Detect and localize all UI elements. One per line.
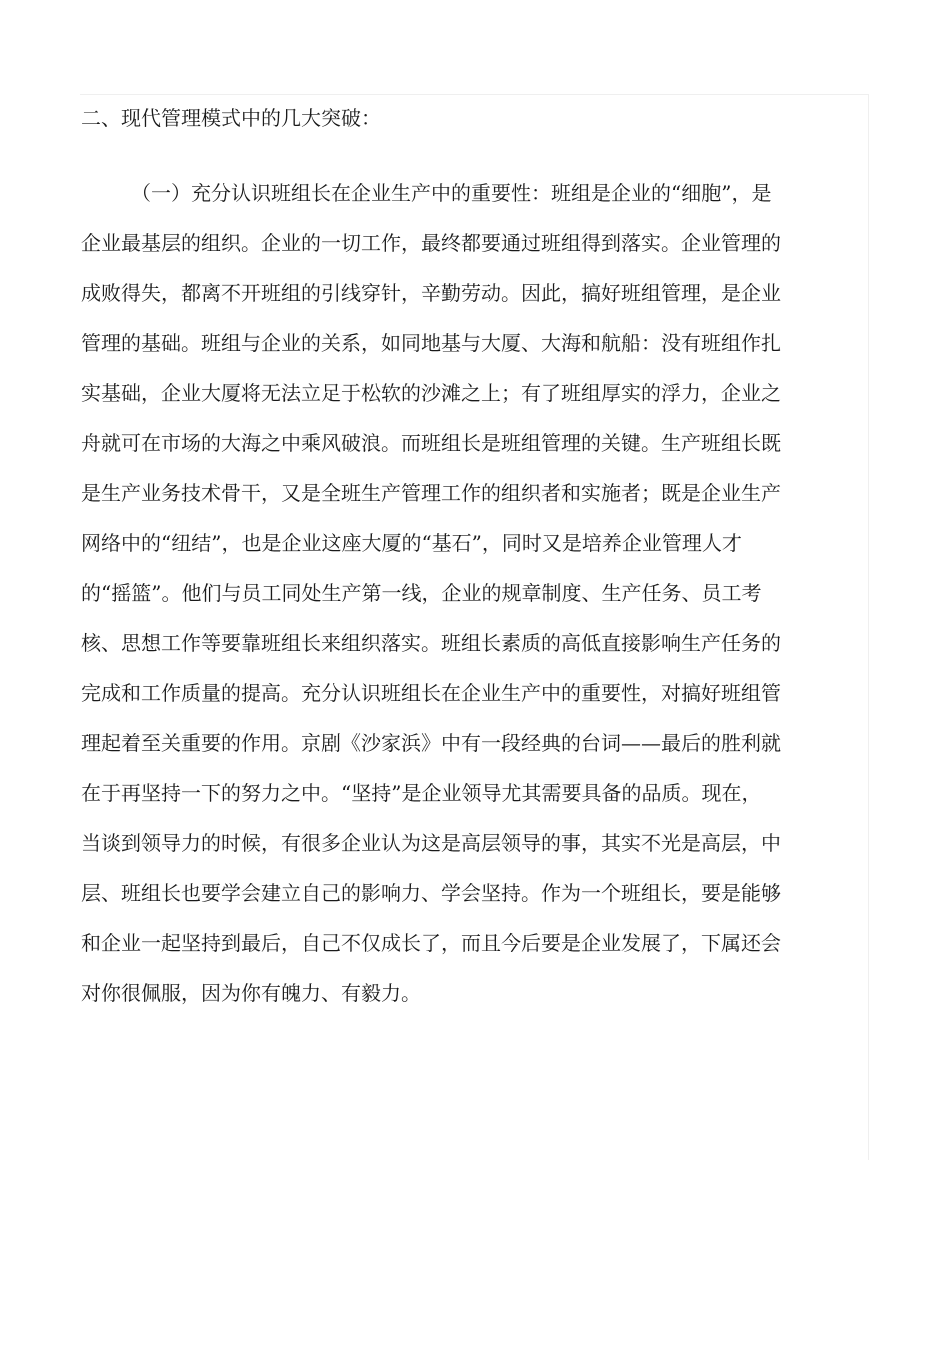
- paragraph-line: 舟就可在市场的大海之中乘风破浪。而班组长是班组管理的关键。生产班组长既: [81, 431, 781, 455]
- paragraph-line: 的“摇篮”。他们与员工同处生产第一线，企业的规章制度、生产任务、员工考: [81, 581, 762, 605]
- paragraph-line: 是生产业务技术骨干，又是全班生产管理工作的组织者和实施者；既是企业生产: [81, 481, 781, 505]
- paragraph-line: 和企业一起坚持到最后，自己不仅成长了，而且今后要是企业发展了，下属还会: [81, 931, 781, 955]
- paragraph-line: 成败得失，都离不开班组的引线穿针，辛勤劳动。因此，搞好班组管理，是企业: [81, 281, 781, 305]
- paragraph-line: （一）充分认识班组长在企业生产中的重要性：班组是企业的“细胞”，是: [131, 181, 772, 205]
- paragraph-line: 管理的基础。班组与企业的关系，如同地基与大厦、大海和航船：没有班组作扎: [81, 331, 781, 355]
- paragraph-line: 对你很佩服，因为你有魄力、有毅力。: [81, 981, 421, 1005]
- paragraph-line: 完成和工作质量的提高。充分认识班组长在企业生产中的重要性，对搞好班组管: [81, 681, 781, 705]
- paragraph-line: 当谈到领导力的时候，有很多企业认为这是高层领导的事，其实不光是高层，中: [81, 831, 781, 855]
- section-heading: 二、现代管理模式中的几大突破：: [81, 106, 381, 130]
- paragraph-line: 在于再坚持一下的努力之中。“坚持”是企业领导尤其需要具备的品质。现在，: [81, 781, 762, 805]
- paragraph-line: 核、思想工作等要靠班组长来组织落实。班组长素质的高低直接影响生产任务的: [81, 631, 781, 655]
- paragraph-line: 网络中的“纽结”，也是企业这座大厦的“基石”，同时又是培养企业管理人才: [81, 531, 742, 555]
- body-paragraph: [81, 168, 821, 1018]
- paragraph-line: 理起着至关重要的作用。京剧《沙家浜》中有一段经典的台词——最后的胜利就: [81, 731, 781, 755]
- paragraph-line: 层、班组长也要学会建立自己的影响力、学会坚持。作为一个班组长，要是能够: [81, 881, 781, 905]
- paragraph-line: 企业最基层的组织。企业的一切工作，最终都要通过班组得到落实。企业管理的: [81, 231, 781, 255]
- paragraph-line: 实基础，企业大厦将无法立足于松软的沙滩之上；有了班组厚实的浮力，企业之: [81, 381, 781, 405]
